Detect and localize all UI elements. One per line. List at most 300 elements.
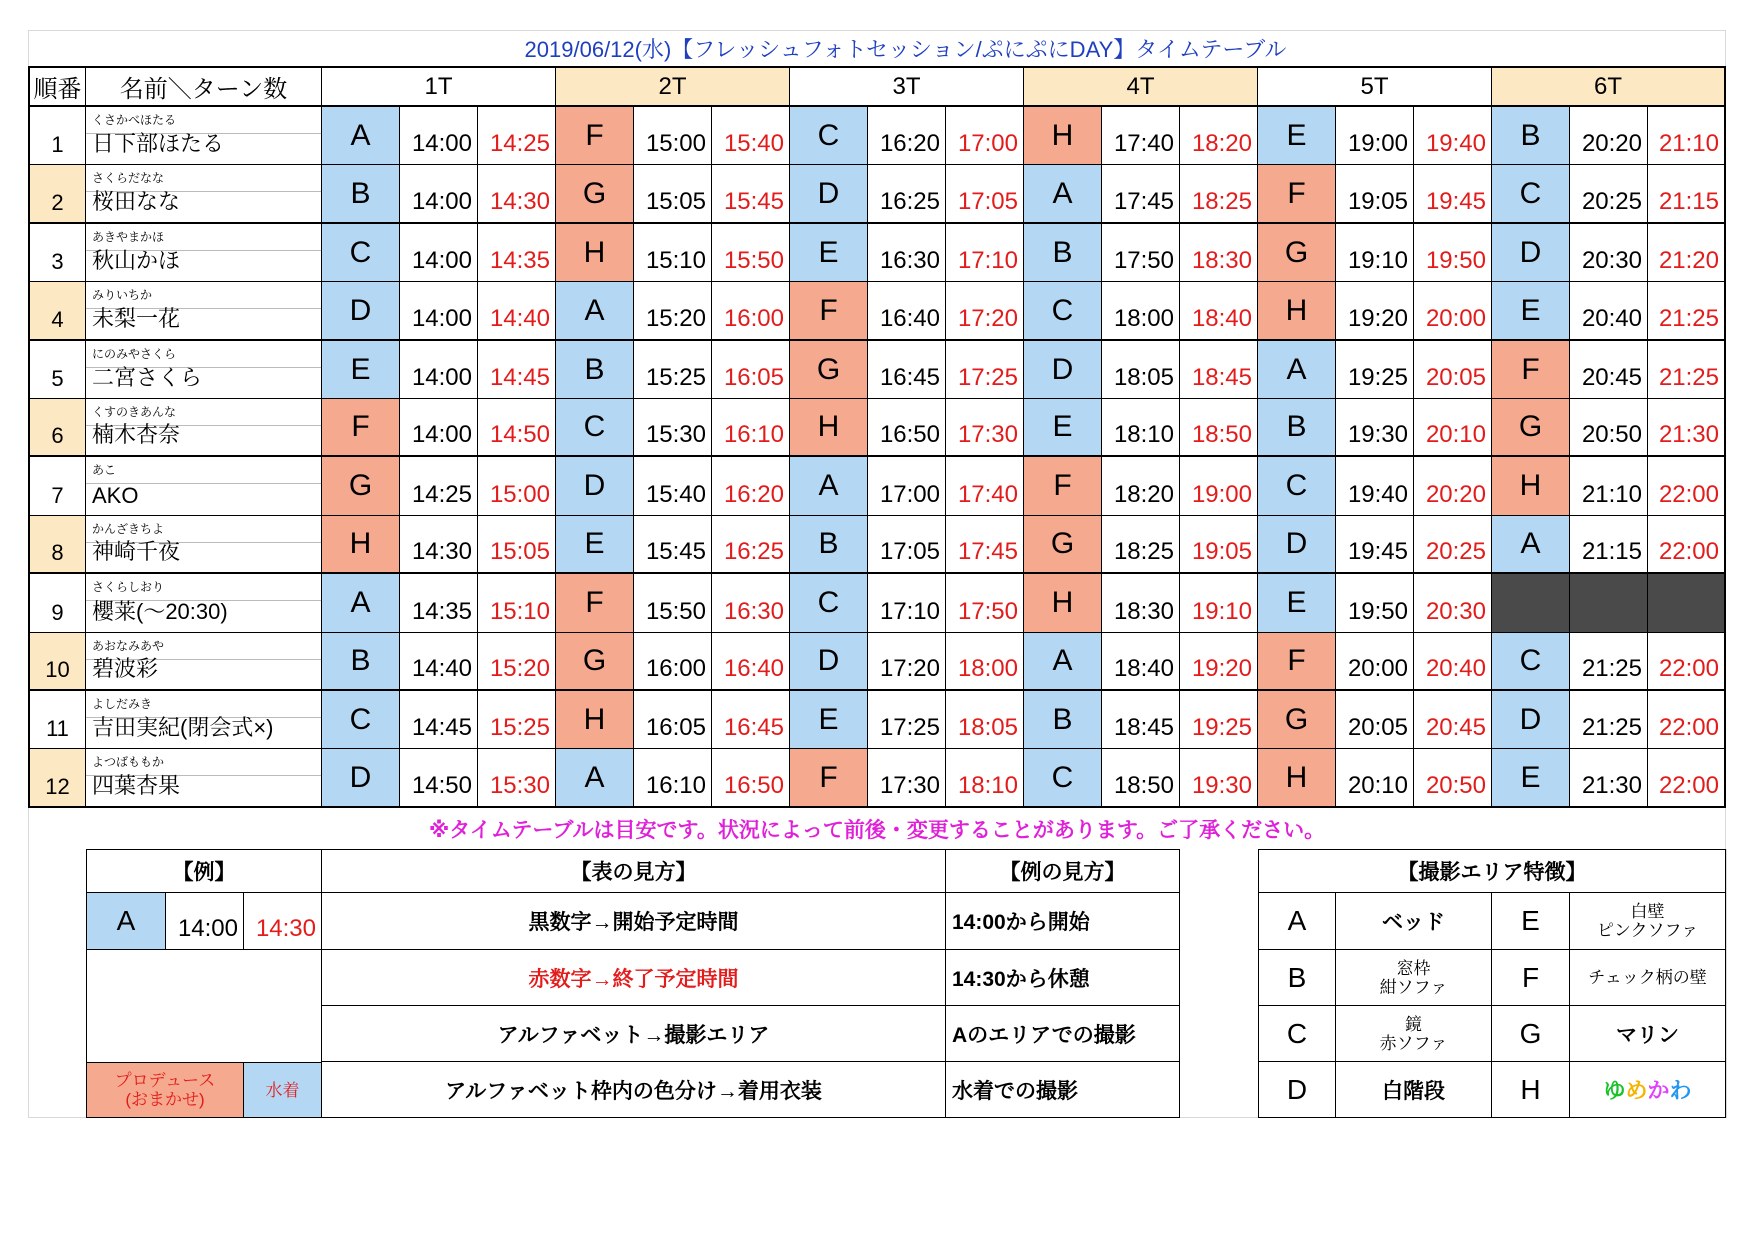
start-time-cell: 18:25: [1102, 516, 1180, 574]
end-time-cell: 20:05: [1414, 341, 1492, 399]
area-letter-cell: A: [1492, 516, 1570, 574]
area-letter-cell: D: [1024, 341, 1102, 399]
end-time-cell: 17:05: [946, 165, 1024, 224]
turn-header-1T: 1T: [322, 66, 556, 107]
area-letter-cell: H: [1258, 282, 1336, 341]
area-letter-cell: F: [790, 749, 868, 808]
end-time-cell: 16:45: [712, 691, 790, 749]
area-letter-cell: H: [322, 516, 400, 574]
area-letter-B: B: [1258, 950, 1336, 1006]
area-letter-cell: C: [322, 224, 400, 282]
turn-header-5T: 5T: [1258, 66, 1492, 107]
end-time-cell: 18:45: [1180, 341, 1258, 399]
end-time-cell: 16:25: [712, 516, 790, 574]
end-time-cell: 22:00: [1648, 516, 1726, 574]
area-letter-cell: F: [1258, 165, 1336, 224]
order-cell: 9: [28, 574, 86, 633]
start-time-cell: 20:40: [1570, 282, 1648, 341]
area-letter-cell: F: [556, 574, 634, 633]
end-time-cell: 15:20: [478, 633, 556, 691]
start-time-cell: 16:25: [868, 165, 946, 224]
area-letter-cell: C: [1024, 749, 1102, 808]
name-kana: さくらだなな: [92, 171, 165, 185]
area-letter-cell: B: [556, 341, 634, 399]
start-time-cell: 20:05: [1336, 691, 1414, 749]
area-letter-E: E: [1492, 893, 1570, 950]
area-letter-cell: D: [322, 749, 400, 808]
end-time-cell: 20:50: [1414, 749, 1492, 808]
area-letter-cell: B: [322, 165, 400, 224]
disclaimer-note: ※タイムテーブルは目安です。状況によって前後・変更することがあります。ご了承ください。: [28, 808, 1726, 849]
turn-header-2T: 2T: [556, 66, 790, 107]
area-letter-cell: A: [1024, 165, 1102, 224]
example-howto-line: Aのエリアでの撮影: [946, 1006, 1180, 1062]
end-time-cell: 21:30: [1648, 399, 1726, 457]
end-time-cell: 19:00: [1180, 457, 1258, 516]
order-cell: 10: [28, 633, 86, 691]
start-time-cell: 17:30: [868, 749, 946, 808]
area-letter-cell: C: [1258, 457, 1336, 516]
end-time-cell: 21:15: [1648, 165, 1726, 224]
example-howto-line: 14:00から開始: [946, 893, 1180, 950]
name-kana: よつばももか: [92, 755, 165, 769]
area-letter-cell: C: [322, 691, 400, 749]
order-cell: 3: [28, 224, 86, 282]
end-time-cell: 18:40: [1180, 282, 1258, 341]
start-time-cell: 19:30: [1336, 399, 1414, 457]
empty-slot-cell: [1570, 574, 1648, 633]
end-time-cell: 16:00: [712, 282, 790, 341]
howto-line: アルファベット→撮影エリア: [322, 1006, 946, 1062]
start-time-cell: 20:25: [1570, 165, 1648, 224]
start-time-cell: 14:45: [400, 691, 478, 749]
order-cell: 1: [28, 107, 86, 165]
area-letter-F: F: [1492, 950, 1570, 1006]
example-howto-title: 【例の見方】: [946, 849, 1180, 893]
area-letter-cell: H: [1024, 107, 1102, 165]
end-time-cell: 18:50: [1180, 399, 1258, 457]
area-letter-cell: E: [556, 516, 634, 574]
end-time-cell: 22:00: [1648, 633, 1726, 691]
order-cell: 4: [28, 282, 86, 341]
order-cell: 11: [28, 691, 86, 749]
start-time-cell: 19:05: [1336, 165, 1414, 224]
end-time-cell: 15:05: [478, 516, 556, 574]
area-letter-cell: B: [790, 516, 868, 574]
end-time-cell: 16:05: [712, 341, 790, 399]
start-time-cell: 17:20: [868, 633, 946, 691]
example-area: A: [86, 893, 166, 950]
area-letter-cell: B: [1492, 107, 1570, 165]
name-kana: くすのきあんな: [92, 405, 177, 419]
order-cell: 2: [28, 165, 86, 224]
area-letter-cell: C: [1492, 633, 1570, 691]
area-letter-cell: B: [1024, 691, 1102, 749]
start-time-cell: 19:45: [1336, 516, 1414, 574]
end-time-cell: 20:25: [1414, 516, 1492, 574]
end-time-cell: 15:45: [712, 165, 790, 224]
name-cell: [86, 165, 322, 224]
order-cell: 8: [28, 516, 86, 574]
start-time-cell: 18:00: [1102, 282, 1180, 341]
end-time-cell: 15:50: [712, 224, 790, 282]
area-letter-cell: D: [1492, 691, 1570, 749]
area-desc-C: 鏡 赤ソファ: [1336, 1006, 1492, 1062]
end-time-cell: 21:20: [1648, 224, 1726, 282]
end-time-cell: 18:05: [946, 691, 1024, 749]
area-letter-cell: H: [556, 224, 634, 282]
name-kana: みりいちか: [92, 288, 153, 302]
start-time-cell: 18:30: [1102, 574, 1180, 633]
end-time-cell: 17:10: [946, 224, 1024, 282]
area-letter-cell: A: [556, 749, 634, 808]
start-time-cell: 16:10: [634, 749, 712, 808]
area-letter-cell: E: [1492, 749, 1570, 808]
area-letter-cell: C: [790, 107, 868, 165]
start-time-cell: 16:20: [868, 107, 946, 165]
area-letter-cell: E: [322, 341, 400, 399]
area-letter-cell: A: [790, 457, 868, 516]
area-letter-C: C: [1258, 1006, 1336, 1062]
start-time-cell: 15:30: [634, 399, 712, 457]
name-cell: [86, 282, 322, 341]
start-time-cell: 14:00: [400, 107, 478, 165]
turn-header-6T: 6T: [1492, 66, 1726, 107]
start-time-cell: 18:45: [1102, 691, 1180, 749]
start-time-cell: 14:50: [400, 749, 478, 808]
turn-header-4T: 4T: [1024, 66, 1258, 107]
end-time-cell: 19:10: [1180, 574, 1258, 633]
area-letter-cell: F: [1258, 633, 1336, 691]
end-time-cell: 16:20: [712, 457, 790, 516]
start-time-cell: 16:45: [868, 341, 946, 399]
order-cell: 5: [28, 341, 86, 399]
turn-header-3T: 3T: [790, 66, 1024, 107]
start-time-cell: 16:40: [868, 282, 946, 341]
start-time-cell: 21:25: [1570, 633, 1648, 691]
howto-line: アルファベット枠内の色分け→着用衣装: [322, 1062, 946, 1118]
end-time-cell: 20:45: [1414, 691, 1492, 749]
start-time-cell: 21:10: [1570, 457, 1648, 516]
start-time-cell: 20:20: [1570, 107, 1648, 165]
area-desc-B: 窓枠 紺ソファ: [1336, 950, 1492, 1006]
end-time-cell: 21:10: [1648, 107, 1726, 165]
start-time-cell: 20:10: [1336, 749, 1414, 808]
end-time-cell: 17:45: [946, 516, 1024, 574]
area-letter-cell: A: [1258, 341, 1336, 399]
howto-line: 赤数字→終了予定時間: [322, 950, 946, 1006]
name-cell: [86, 341, 322, 399]
howto-title: 【表の見方】: [322, 849, 946, 893]
area-letter-cell: G: [1258, 224, 1336, 282]
end-time-cell: 19:05: [1180, 516, 1258, 574]
name-kana: にのみやさくら: [92, 347, 177, 361]
produce-swatch: プロデュース (おまかせ): [86, 1062, 244, 1118]
start-time-cell: 14:40: [400, 633, 478, 691]
start-time-cell: 20:45: [1570, 341, 1648, 399]
order-cell: 12: [28, 749, 86, 808]
start-time-cell: 14:00: [400, 341, 478, 399]
name-header: 名前＼ターン数: [86, 66, 322, 107]
area-letter-A: A: [1258, 893, 1336, 950]
start-time-cell: 21:25: [1570, 691, 1648, 749]
end-time-cell: 16:40: [712, 633, 790, 691]
end-time-cell: 19:45: [1414, 165, 1492, 224]
area-letter-cell: F: [322, 399, 400, 457]
order-header: 順番: [28, 66, 86, 107]
area-desc-F: チェック柄の壁: [1570, 950, 1726, 1006]
empty-slot-cell: [1492, 574, 1570, 633]
name-kana: あおなみあや: [92, 639, 165, 653]
page-title: 2019/06/12(水)【フレッシュフォトセッション/ぷにぷにDAY】タイムテーブル: [86, 30, 1726, 66]
start-time-cell: 20:50: [1570, 399, 1648, 457]
name-cell: [86, 107, 322, 165]
end-time-cell: 15:10: [478, 574, 556, 633]
area-letter-cell: D: [1492, 224, 1570, 282]
end-time-cell: 20:00: [1414, 282, 1492, 341]
area-letter-cell: H: [556, 691, 634, 749]
start-time-cell: 16:00: [634, 633, 712, 691]
name-text: 四葉杏果: [92, 773, 181, 798]
area-letter-cell: C: [1024, 282, 1102, 341]
area-letter-cell: G: [556, 165, 634, 224]
start-time-cell: 16:30: [868, 224, 946, 282]
start-time-cell: 15:40: [634, 457, 712, 516]
name-kana: かんざきちよ: [92, 522, 165, 536]
end-time-cell: 19:50: [1414, 224, 1492, 282]
end-time-cell: 19:25: [1180, 691, 1258, 749]
area-letter-cell: F: [1024, 457, 1102, 516]
area-letter-D: D: [1258, 1062, 1336, 1118]
start-time-cell: 14:30: [400, 516, 478, 574]
area-letter-G: G: [1492, 1006, 1570, 1062]
area-letter-cell: D: [322, 282, 400, 341]
end-time-cell: 19:20: [1180, 633, 1258, 691]
area-letter-cell: F: [1492, 341, 1570, 399]
area-letter-cell: H: [1492, 457, 1570, 516]
end-time-cell: 21:25: [1648, 282, 1726, 341]
area-letter-cell: D: [556, 457, 634, 516]
end-time-cell: 18:30: [1180, 224, 1258, 282]
area-letter-cell: B: [1258, 399, 1336, 457]
end-time-cell: 20:20: [1414, 457, 1492, 516]
end-time-cell: 14:30: [478, 165, 556, 224]
start-time-cell: 18:50: [1102, 749, 1180, 808]
area-letter-cell: E: [790, 224, 868, 282]
name-text: 秋山かほ: [92, 248, 181, 273]
end-time-cell: 14:35: [478, 224, 556, 282]
area-letter-cell: D: [790, 633, 868, 691]
end-time-cell: 19:30: [1180, 749, 1258, 808]
name-text: 櫻莱(～20:30): [92, 599, 228, 624]
end-time-cell: 15:40: [712, 107, 790, 165]
name-cell: [86, 457, 322, 516]
end-time-cell: 17:30: [946, 399, 1024, 457]
area-letter-cell: E: [1258, 574, 1336, 633]
start-time-cell: 18:40: [1102, 633, 1180, 691]
name-kana: よしだみき: [92, 697, 153, 711]
name-cell: [86, 691, 322, 749]
end-time-cell: 15:00: [478, 457, 556, 516]
area-desc-H: ゆ め か わ: [1570, 1062, 1726, 1118]
example-title: 【例】: [86, 849, 322, 893]
area-letter-cell: E: [1258, 107, 1336, 165]
start-time-cell: 14:00: [400, 224, 478, 282]
end-time-cell: 18:00: [946, 633, 1024, 691]
end-time-cell: 16:10: [712, 399, 790, 457]
name-text: 吉田実紀(閉会式×): [92, 715, 274, 740]
start-time-cell: 14:00: [400, 165, 478, 224]
name-text: 碧波彩: [92, 656, 159, 681]
start-time-cell: 17:50: [1102, 224, 1180, 282]
example-start-time: 14:00: [166, 893, 244, 950]
start-time-cell: 17:05: [868, 516, 946, 574]
start-time-cell: 18:20: [1102, 457, 1180, 516]
start-time-cell: 20:00: [1336, 633, 1414, 691]
area-letter-cell: E: [1492, 282, 1570, 341]
start-time-cell: 19:10: [1336, 224, 1414, 282]
start-time-cell: 14:35: [400, 574, 478, 633]
start-time-cell: 17:45: [1102, 165, 1180, 224]
end-time-cell: 21:25: [1648, 341, 1726, 399]
area-features-title: 【撮影エリア特徴】: [1258, 849, 1726, 893]
start-time-cell: 18:05: [1102, 341, 1180, 399]
start-time-cell: 19:20: [1336, 282, 1414, 341]
name-kana: あきやまかほ: [92, 230, 165, 244]
start-time-cell: 15:25: [634, 341, 712, 399]
order-cell: 6: [28, 399, 86, 457]
name-cell: [86, 574, 322, 633]
area-letter-cell: C: [1492, 165, 1570, 224]
corner-cell: [28, 30, 86, 66]
area-letter-cell: H: [1258, 749, 1336, 808]
end-time-cell: 17:40: [946, 457, 1024, 516]
end-time-cell: 17:25: [946, 341, 1024, 399]
end-time-cell: 15:30: [478, 749, 556, 808]
start-time-cell: 20:30: [1570, 224, 1648, 282]
area-letter-cell: C: [790, 574, 868, 633]
start-time-cell: 17:10: [868, 574, 946, 633]
start-time-cell: 19:25: [1336, 341, 1414, 399]
name-cell: [86, 633, 322, 691]
start-time-cell: 15:10: [634, 224, 712, 282]
name-text: 神崎千夜: [92, 539, 181, 564]
name-text: 桜田なな: [92, 189, 181, 214]
end-time-cell: 18:25: [1180, 165, 1258, 224]
legend-left-margin: [28, 849, 86, 1118]
start-time-cell: 14:25: [400, 457, 478, 516]
area-letter-cell: E: [1024, 399, 1102, 457]
start-time-cell: 16:05: [634, 691, 712, 749]
name-cell: [86, 516, 322, 574]
area-desc-D: 白階段: [1336, 1062, 1492, 1118]
swimsuit-swatch: 水着: [244, 1062, 322, 1118]
end-time-cell: 14:50: [478, 399, 556, 457]
example-blank: [86, 950, 322, 1062]
end-time-cell: 14:45: [478, 341, 556, 399]
name-kana: さくらしおり: [92, 580, 165, 594]
start-time-cell: 15:45: [634, 516, 712, 574]
area-letter-cell: G: [790, 341, 868, 399]
start-time-cell: 18:10: [1102, 399, 1180, 457]
area-letter-cell: B: [322, 633, 400, 691]
area-letter-cell: B: [1024, 224, 1102, 282]
area-desc-G: マリン: [1570, 1006, 1726, 1062]
end-time-cell: 17:20: [946, 282, 1024, 341]
name-text: 楠木杏奈: [92, 422, 181, 447]
area-letter-cell: H: [790, 399, 868, 457]
start-time-cell: 19:40: [1336, 457, 1414, 516]
start-time-cell: 21:15: [1570, 516, 1648, 574]
area-letter-cell: D: [1258, 516, 1336, 574]
end-time-cell: 19:40: [1414, 107, 1492, 165]
name-cell: [86, 224, 322, 282]
area-letter-cell: G: [322, 457, 400, 516]
start-time-cell: 21:30: [1570, 749, 1648, 808]
end-time-cell: 22:00: [1648, 691, 1726, 749]
end-time-cell: 14:40: [478, 282, 556, 341]
legend-right-guide: [1726, 849, 1727, 1118]
area-letter-cell: A: [322, 574, 400, 633]
name-kana: あこ: [92, 463, 117, 477]
area-letter-cell: A: [322, 107, 400, 165]
end-time-cell: 17:50: [946, 574, 1024, 633]
end-time-cell: 22:00: [1648, 457, 1726, 516]
howto-line: 黒数字→開始予定時間: [322, 893, 946, 950]
end-time-cell: 20:30: [1414, 574, 1492, 633]
area-letter-cell: G: [556, 633, 634, 691]
start-time-cell: 19:00: [1336, 107, 1414, 165]
name-kana: くさかべほたる: [92, 113, 177, 127]
legend-gap: [1180, 849, 1258, 1118]
end-time-cell: 14:25: [478, 107, 556, 165]
name-text: 二宮さくら: [92, 365, 203, 390]
area-desc-E: 白壁 ピンクソファ: [1570, 893, 1726, 950]
area-letter-cell: G: [1024, 516, 1102, 574]
end-time-cell: 15:25: [478, 691, 556, 749]
start-time-cell: 17:25: [868, 691, 946, 749]
start-time-cell: 14:00: [400, 399, 478, 457]
start-time-cell: 17:40: [1102, 107, 1180, 165]
start-time-cell: 15:05: [634, 165, 712, 224]
area-letter-cell: A: [1024, 633, 1102, 691]
area-letter-cell: D: [790, 165, 868, 224]
end-time-cell: 18:10: [946, 749, 1024, 808]
area-desc-A: ベッド: [1336, 893, 1492, 950]
empty-slot-cell: [1648, 574, 1726, 633]
name-text: AKO: [92, 483, 139, 508]
example-end-time: 14:30: [244, 893, 322, 950]
order-cell: 7: [28, 457, 86, 516]
start-time-cell: 14:00: [400, 282, 478, 341]
name-cell: [86, 399, 322, 457]
end-time-cell: 16:30: [712, 574, 790, 633]
start-time-cell: 19:50: [1336, 574, 1414, 633]
name-cell: [86, 749, 322, 808]
area-letter-H: H: [1492, 1062, 1570, 1118]
example-howto-line: 水着での撮影: [946, 1062, 1180, 1118]
area-letter-cell: G: [1258, 691, 1336, 749]
end-time-cell: 18:20: [1180, 107, 1258, 165]
area-letter-cell: F: [790, 282, 868, 341]
start-time-cell: 15:00: [634, 107, 712, 165]
area-letter-cell: G: [1492, 399, 1570, 457]
end-time-cell: 17:00: [946, 107, 1024, 165]
end-time-cell: 20:40: [1414, 633, 1492, 691]
end-time-cell: 22:00: [1648, 749, 1726, 808]
start-time-cell: 15:50: [634, 574, 712, 633]
area-letter-cell: E: [790, 691, 868, 749]
